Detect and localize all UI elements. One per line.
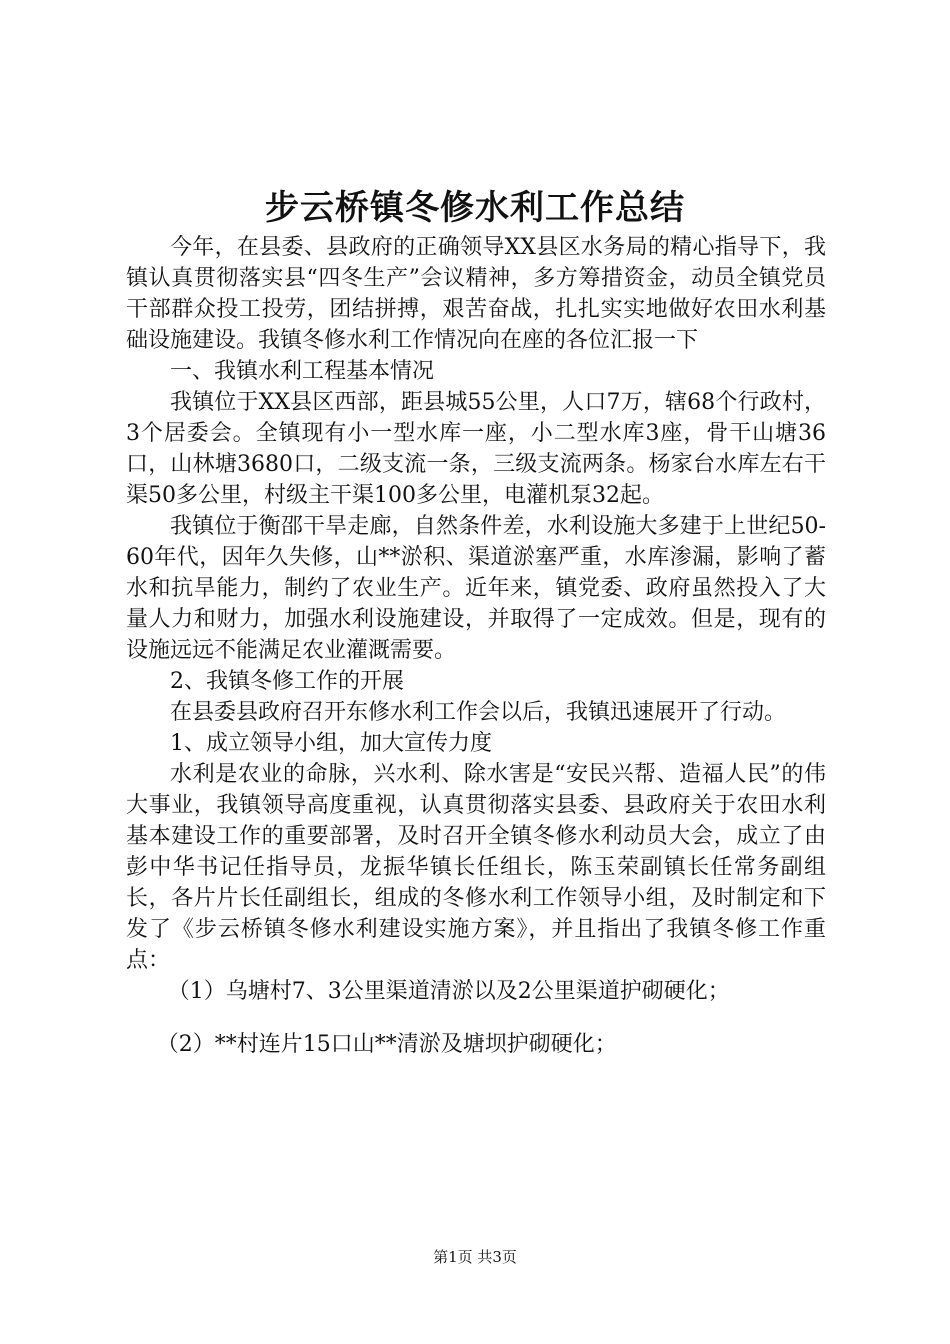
list-item-1: （1）乌塘村7、3公里渠道清淤以及2公里渠道护砌硬化； [167, 979, 730, 1004]
paragraph-overview: 我镇位于XX县区西部，距县城55公里，人口7万，辖68个行政村，3个居委会。全镇现有小一型水库一座，小二型水库3座，骨干山塘36口，山林塘3680口，二级支流一条，三级支流两条。杨家台水库左右干渠50多公里，村级主干渠100多公里，电灌机泵32起。 [126, 390, 826, 508]
paragraph-conditions: 我镇位于衡邵干旱走廊，自然条件差，水利设施大多建于上世纪50-60年代，因年久失修，山**淤积、渠道淤塞严重，水库渗漏，影响了蓄水和抗旱能力，制约了农业生产。近年来，镇党委、政府虽然投入了大量人力和财力，加强水利设施建设，并取得了一定成效。但是，现有的设施远远不能满足农业灌溉需要。 [126, 514, 826, 663]
paragraph-action: 在县委县政府召开东修水利工作会以后，我镇迅速展开了行动。 [170, 700, 787, 725]
document-body [126, 232, 826, 1060]
heading-section-1: 一、我镇水利工程基本情况 [170, 359, 435, 384]
heading-section-2: 2、我镇冬修工作的开展 [170, 669, 404, 694]
page-footer: 第1页 共3页 [433, 1248, 517, 1266]
list-item-2: （2）**村连片15口山**清淤及塘坝护砌硬化； [156, 1032, 617, 1057]
paragraph-intro: 今年，在县委、县政府的正确领导XX县区水务局的精心指导下，我镇认真贯彻落实县“四冬生产”会议精神，多方筹措资金，动员全镇党员干部群众投工投劳，团结拼搏，艰苦奋战，扎扎实实地做好农田水利基础设施建设。我镇冬修水利工作情况向在座的各位汇报一下 [126, 235, 826, 353]
paragraph-leadership: 水利是农业的命脉，兴水利、除水害是“安民兴帮、造福人民”的伟大事业，我镇领导高度重视，认真贯彻落实县委、县政府关于农田水利基本建设工作的重要部署，及时召开全镇冬修水利动员大会，成立了由彭中华书记任指导员，龙振华镇长任组长，陈玉荣副镇长任常务副组长，各片片长任副组长，组成的冬修水利工作领导小组，及时制定和下发了《步云桥镇冬修水利建设实施方案》，并且指出了我镇冬修工作重点： [126, 762, 826, 973]
heading-subsection-1: 1、成立领导小组，加大宣传力度 [170, 731, 492, 756]
document-title: 步云桥镇冬修水利工作总结 [265, 188, 685, 228]
